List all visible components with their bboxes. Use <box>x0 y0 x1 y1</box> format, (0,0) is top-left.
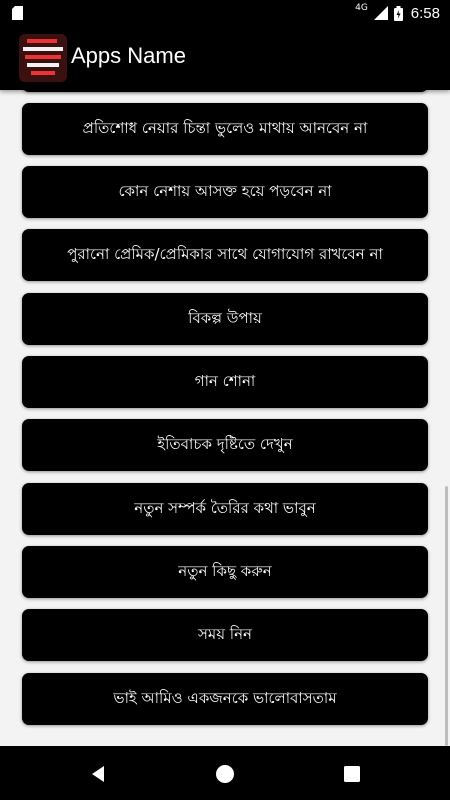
network-type: 4G <box>355 3 368 13</box>
list-item-button[interactable]: পুরানো প্রেমিক/প্রেমিকার সাথে যোগাযোগ রাখবেন না <box>22 229 428 281</box>
scrollbar[interactable] <box>445 486 448 746</box>
list-item-button[interactable]: সময় নিন <box>22 609 428 661</box>
list-item-button[interactable] <box>22 90 428 92</box>
app-bar <box>0 26 450 90</box>
signal-icon <box>374 6 388 20</box>
home-icon[interactable] <box>214 763 236 785</box>
list-item-button[interactable]: ইতিবাচক দৃষ্টিতে দেখুন <box>22 419 428 471</box>
list-item-button[interactable]: ভাই আমিও একজনকে ভালোবাসতাম <box>22 673 428 725</box>
app-logo-icon <box>19 34 67 82</box>
status-bar <box>0 0 450 26</box>
list-item-button[interactable]: নতুন কিছু করুন <box>22 546 428 598</box>
clock: 6:58 <box>410 4 440 22</box>
list-item-button[interactable]: গান শোনা <box>22 356 428 408</box>
battery-icon <box>394 6 403 21</box>
list-item-button[interactable]: নতুন সম্পর্ক তৈরির কথা ভাবুন <box>22 483 428 535</box>
navigation-bar <box>0 746 450 800</box>
item-list[interactable] <box>0 90 450 746</box>
back-icon[interactable] <box>87 763 109 785</box>
list-item-button[interactable]: প্রতিশোধ নেয়ার চিন্তা ভুলেও মাথায় আনবেন না <box>22 103 428 155</box>
app-title: Apps Name <box>71 43 186 68</box>
list-item-button[interactable]: বিকল্প উপায় <box>22 293 428 345</box>
list-item-button[interactable]: কোন নেশায় আসক্ত হয়ে পড়বেন না <box>22 166 428 218</box>
sd-card-icon <box>12 6 23 20</box>
recent-apps-icon[interactable] <box>341 763 363 785</box>
status-icons <box>355 0 440 26</box>
